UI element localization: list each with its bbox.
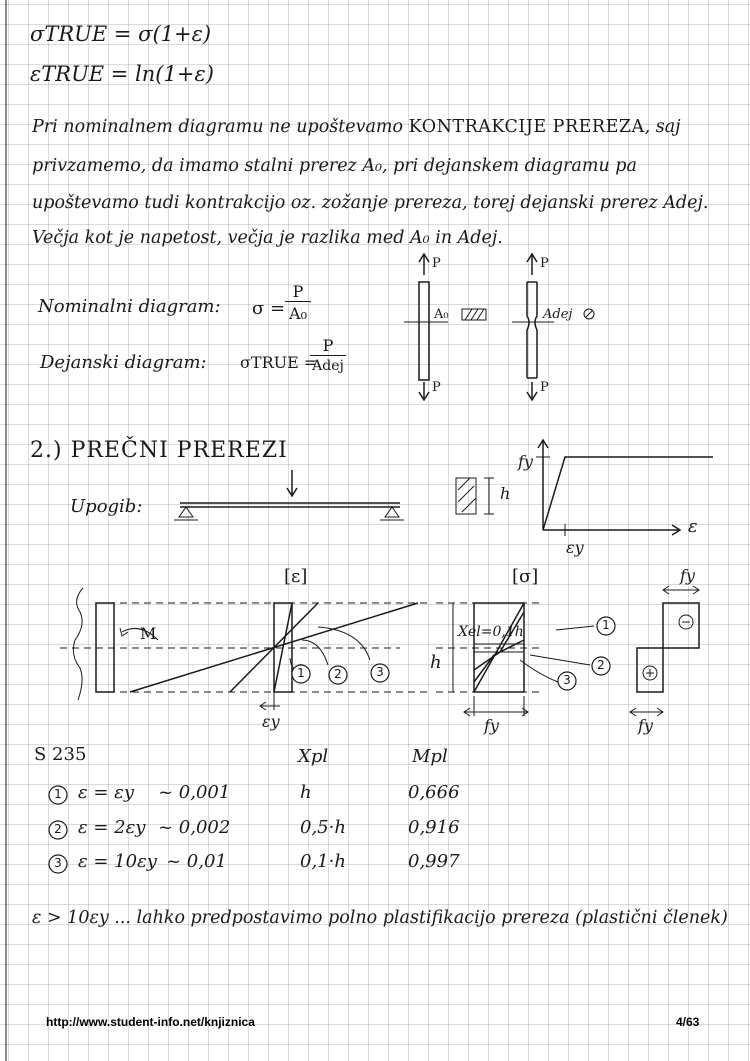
moment-label: M bbox=[140, 624, 157, 643]
plot-fy-label: fy bbox=[518, 452, 533, 471]
table-row-2-cond: ε = 2εy bbox=[78, 817, 146, 838]
plastic-fy-bottom-label: fy bbox=[638, 716, 653, 735]
bar-actual-force-bottom: P bbox=[540, 380, 549, 395]
table-row-3-mpl: 0,997 bbox=[408, 851, 460, 872]
table-row-1-num: 1 bbox=[54, 787, 62, 801]
actual-label: Dejanski diagram: bbox=[40, 352, 207, 373]
cross-section-rect bbox=[456, 478, 494, 514]
bar-nominal-force-top: P bbox=[432, 256, 441, 271]
bar-sketch-nominal bbox=[404, 254, 486, 400]
plot-eps-y-label: εy bbox=[566, 538, 584, 557]
strain-diagram bbox=[60, 588, 432, 710]
bar-adej-label: Adej bbox=[543, 307, 573, 322]
nominal-lhs: σ = bbox=[252, 298, 286, 319]
stress-circle-2: 2 bbox=[597, 658, 605, 672]
table-row-2-mpl: 0,916 bbox=[408, 817, 460, 838]
table-row-3-approx: ~ 0,01 bbox=[166, 851, 227, 872]
para-line-1 bbox=[32, 117, 681, 137]
conclusion-text: ε > 10εy ... lahko predpostavimo polno plastifikacijo prereza (plastični členek) bbox=[32, 908, 728, 928]
para-line-2: privzamemo, da imamo stalni prerez A₀, pri dejanskem diagramu pa bbox=[32, 156, 637, 176]
eq-eps-true: εTRUE = ln(1+ε) bbox=[30, 62, 214, 86]
table-col-mpl: Mpl bbox=[412, 746, 448, 767]
plot-eps-axis-label: ε bbox=[688, 516, 698, 537]
stress-circle-1: 1 bbox=[602, 618, 610, 632]
bar-actual-force-top: P bbox=[540, 256, 549, 271]
table-row-1-approx: ~ 0,001 bbox=[158, 782, 231, 803]
actual-num: P bbox=[310, 336, 346, 356]
stress-fy-label: fy bbox=[484, 716, 499, 735]
table-row-2-xpl: 0,5·h bbox=[300, 817, 346, 838]
section-2-title: 2.) PREČNI PREREZI bbox=[30, 438, 288, 463]
para-line-3: upoštevamo tudi kontrakcijo oz. zožanje prereza, torej dejanski prerez Adej. bbox=[32, 193, 709, 213]
nominal-label: Nominalni diagram: bbox=[38, 296, 221, 317]
table-row-1-xpl: h bbox=[300, 782, 312, 803]
strain-circle-1: 1 bbox=[297, 666, 305, 680]
nominal-den: A₀ bbox=[289, 304, 307, 323]
strain-diagram-label: [ε] bbox=[284, 566, 308, 587]
plastic-diagram bbox=[630, 586, 699, 716]
table-row-1-mpl: 0,666 bbox=[408, 782, 460, 803]
table-row-3-num: 3 bbox=[54, 856, 62, 870]
footer-page-number: 4/63 bbox=[676, 1015, 700, 1029]
actual-den: Adej bbox=[312, 358, 344, 374]
bar-a0-label: A₀ bbox=[434, 307, 449, 322]
stress-h-label: h bbox=[430, 652, 442, 673]
eq-sigma-true: σTRUE = σ(1+ε) bbox=[30, 22, 212, 46]
para-line-1c: , saj bbox=[644, 117, 681, 137]
table-row-3-cond: ε = 10εy bbox=[78, 851, 157, 872]
table-steel: S 235 bbox=[34, 744, 87, 765]
footer-url-link[interactable]: http://www.student-info.net/knjiznica bbox=[46, 1015, 255, 1029]
para-kontrakcije: KONTRAKCIJE PREREZA bbox=[408, 117, 645, 137]
strain-circle-2: 2 bbox=[334, 667, 342, 681]
table-col-xpl: Xpl bbox=[298, 746, 329, 767]
bar-nominal-force-bottom: P bbox=[432, 380, 441, 395]
xel-label: Xel=0,1h bbox=[458, 624, 524, 640]
strain-eps-y-label: εy bbox=[262, 712, 280, 731]
table-row-2-num: 2 bbox=[54, 822, 62, 836]
section-h-label: h bbox=[500, 484, 511, 503]
stress-diagram bbox=[436, 603, 615, 716]
para-line-1a: Pri nominalnem diagramu ne upoštevamo bbox=[32, 117, 404, 137]
stress-diagram-label: [σ] bbox=[512, 566, 539, 587]
table-row-1-cond: ε = εy bbox=[78, 782, 135, 803]
table-row-2-approx: ~ 0,002 bbox=[158, 817, 231, 838]
stress-circle-3: 3 bbox=[563, 673, 571, 687]
nominal-num: P bbox=[285, 282, 311, 302]
stress-strain-plot bbox=[536, 440, 713, 536]
bar-sketch-actual bbox=[512, 254, 594, 400]
strain-circle-3: 3 bbox=[376, 665, 384, 679]
plastic-fy-top-label: fy bbox=[680, 566, 695, 585]
para-line-4: Večja kot je napetost, večja je razlika med A₀ in Adej. bbox=[32, 228, 503, 248]
upogib-beam bbox=[174, 470, 404, 520]
upogib-label: Upogib: bbox=[70, 496, 143, 517]
table-row-3-xpl: 0,1·h bbox=[300, 851, 346, 872]
actual-lhs: σTRUE = bbox=[240, 353, 318, 372]
